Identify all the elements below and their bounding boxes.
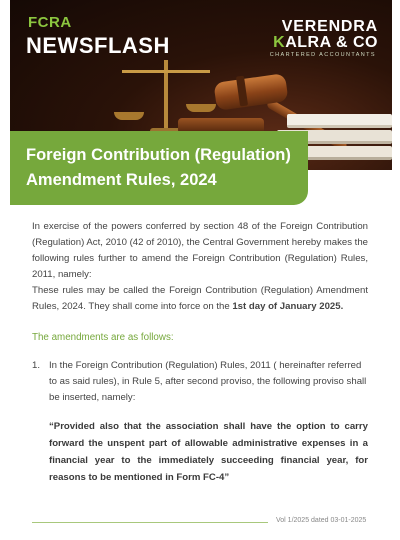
intro-paragraph: In exercise of the powers conferred by section 48 of the Foreign Contribution (Regulation) Act, 2010 (42 of 2010), the Central Government hereby makes the following rules further to amend the Foreign Contribution (Regulation) Rules, 2011, namely: bbox=[32, 221, 368, 280]
article-body bbox=[32, 219, 368, 486]
brand-logo-k: K bbox=[273, 34, 286, 51]
brand-logo-line1: VERENDRA bbox=[281, 18, 378, 35]
amendments-heading: The amendments are as follows: bbox=[32, 332, 174, 343]
brand-tagline: CHARTERED ACCOUNTANTS bbox=[269, 52, 376, 58]
commencement-text: These rules may be called the Foreign Contribution (Regulation) Amendment Rules, 2024. They shall come into force on the bbox=[32, 285, 368, 312]
footer-divider bbox=[32, 522, 268, 523]
scale-pan-right bbox=[186, 104, 216, 112]
list-item-text: In the Foreign Contribution (Regulation) Rules, 2011 ( hereinafter referred to as said rules), in Rule 5, after second proviso, the following proviso shall be inserted, namely: bbox=[49, 360, 367, 403]
brand-logo-rest: ALRA & CO bbox=[285, 34, 378, 51]
scale-beam bbox=[122, 70, 210, 73]
article-title-line2: Amendment Rules, 2024 bbox=[26, 171, 217, 189]
commencement-date: 1st day of January 2025. bbox=[232, 301, 344, 312]
article-title-box bbox=[10, 131, 308, 205]
brand-logo-line2 bbox=[273, 34, 378, 52]
commencement-paragraph bbox=[32, 283, 368, 315]
article-title-line1: Foreign Contribution (Regulation) bbox=[26, 146, 291, 164]
newsletter-tag: FCRA bbox=[28, 14, 72, 31]
inserted-proviso-quote: “Provided also that the association shall have the option to carry forward the unspent part of allowable administrative expenses in a financial year to the immediately succeeding financial year, for reasons to be mentioned in Form FC-4” bbox=[49, 421, 368, 483]
list-item bbox=[32, 358, 368, 406]
newsletter-title: NEWSFLASH bbox=[26, 33, 170, 58]
list-item-number: 1. bbox=[32, 360, 41, 371]
footer-volume-date: Vol 1/2025 dated 03-01-2025 bbox=[276, 517, 367, 524]
scale-pan-left bbox=[114, 112, 144, 120]
